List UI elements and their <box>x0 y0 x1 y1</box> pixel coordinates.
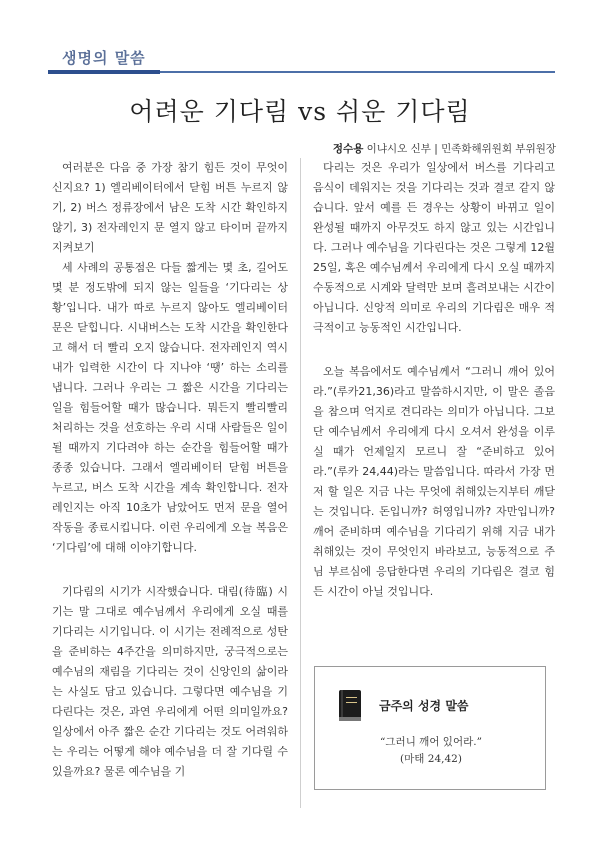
byline <box>333 141 556 156</box>
weekly-verse-box <box>314 666 546 790</box>
left-column <box>52 158 288 782</box>
paragraph: 오늘 복음에서도 예수님께서 “그러니 깨어 있어라.”(루카21,36)라고 말씀하시지만, 이 말은 졸음을 참으며 억지로 견디라는 의미가 아닙니다. 그보단 예수님께서 우리에게 다시 오셔서 완성을 이루실 때가 언제일지 모르니 잘 “준비하고 있어라.”(루카 24,44)라는 말씀입니다. 따라서 가장 먼저 할 일은 지금 나는 무엇에 취해있는지부터 깨닫는 것입니다. 돈입니까? 허영입니까? 자만입니까? 깨어 준비하며 예수님을 기다리기 위해 지금 내가 취해있는 것이 무엇인지 바라보고, 능동적으로 주님 부르심에 응답한다면 우리의 기다림은 결코 힘든 시간이 아닐 것입니다. <box>313 365 555 598</box>
right-column <box>313 158 555 602</box>
verse-text: “그러니 깨어 있어라.” <box>380 736 482 748</box>
paragraph: 다리는 것은 우리가 일상에서 버스를 기다리고 음식이 데워지는 것을 기다리는 것과 결코 같지 않습니다. 앞서 예를 든 경우는 상황이 바뀌고 일이 완성될 때까지 아무것도 하지 않고 있는 시간입니다. 그러나 예수님을 기다린다는 것은 그렇게 12월 25일, 혹은 예수님께서 우리에게 다시 오실 때까지 수동적으로 시계와 달력만 보며 흘려보내는 시간이 아닙니다. 신앙적 의미로 우리의 기다림은 매우 적극적이고 능동적인 시간입니다. <box>313 161 555 334</box>
verse-heading: 금주의 성경 말씀 <box>379 699 469 713</box>
author-role: 이냐시오 신부 | 민족화해위원회 부위원장 <box>363 143 556 155</box>
column-divider <box>300 158 301 808</box>
article-title: 어려운 기다림 vs 쉬운 기다림 <box>129 97 471 126</box>
paragraph: 여러분은 다음 중 가장 참기 힘든 것이 무엇이신지요? 1) 엘리베이터에서 닫힘 버튼 누르지 않기, 2) 버스 정류장에서 남은 도착 시간 확인하지 않기, 3) 전자레인지 문 열지 않고 타이머 끝까지 지켜보기 <box>52 161 288 254</box>
bible-book-icon <box>337 689 363 723</box>
section-title: 생명의 말씀 <box>62 49 146 67</box>
verse-reference: (마태 24,42) <box>400 753 462 765</box>
author-name: 정수용 <box>332 143 364 155</box>
paragraph: 기다림의 시기가 시작했습니다. 대림(待臨) 시기는 말 그대로 예수님께서 우리에게 오실 때를 기다리는 시기입니다. 이 시기는 전례적으로 성탄을 준비하는 4주간을 의미하지만, 궁극적으로는 예수님의 재림을 기다리는 것이 신앙인의 삶이라는 사실도 담고 있습니다. 그렇다면 예수님을 기다린다는 것은, 과연 우리에게 어떤 의미일까요? 일상에서 아주 짧은 순간 기다리는 것도 어려워하는 우리는 어떻게 해야 예수님을 더 잘 기다릴 수 있을까요? 물론 예수님을 기 <box>52 585 288 778</box>
header-rule-accent <box>48 70 160 74</box>
paragraph: 세 사례의 공통점은 다들 짧게는 몇 초, 길어도 몇 분 정도밖에 되지 않는 일들을 ‘기다리는 상황’입니다. 내가 따로 누르지 않아도 엘리베이터 문은 닫힙니다. 시내버스는 도착 시간을 확인한다고 해서 더 빨리 오지 않습니다. 전자레인지 역시 내가 입력한 시간이 다 지나야 ‘땡’ 하는 소리를 냅니다. 그러나 우리는 그 짧은 시간을 기다리는 일을 힘들어할 때가 많습니다. 뭐든지 빨리빨리 처리하는 것을 선호하는 우리 시대 사람들은 일이 될 때까지 기다려야 하는 순간을 힘들어할 때가 종종 있습니다. 그래서 엘리베이터 닫힘 버튼을 누르고, 버스 도착 시간을 계속 확인합니다. 전자레인지는 아직 10초가 남았어도 먼저 문을 열어 작동을 종료시킵니다. 이런 우리에게 오늘 복음은 ‘기다림’에 대해 이야기합니다. <box>52 261 288 554</box>
